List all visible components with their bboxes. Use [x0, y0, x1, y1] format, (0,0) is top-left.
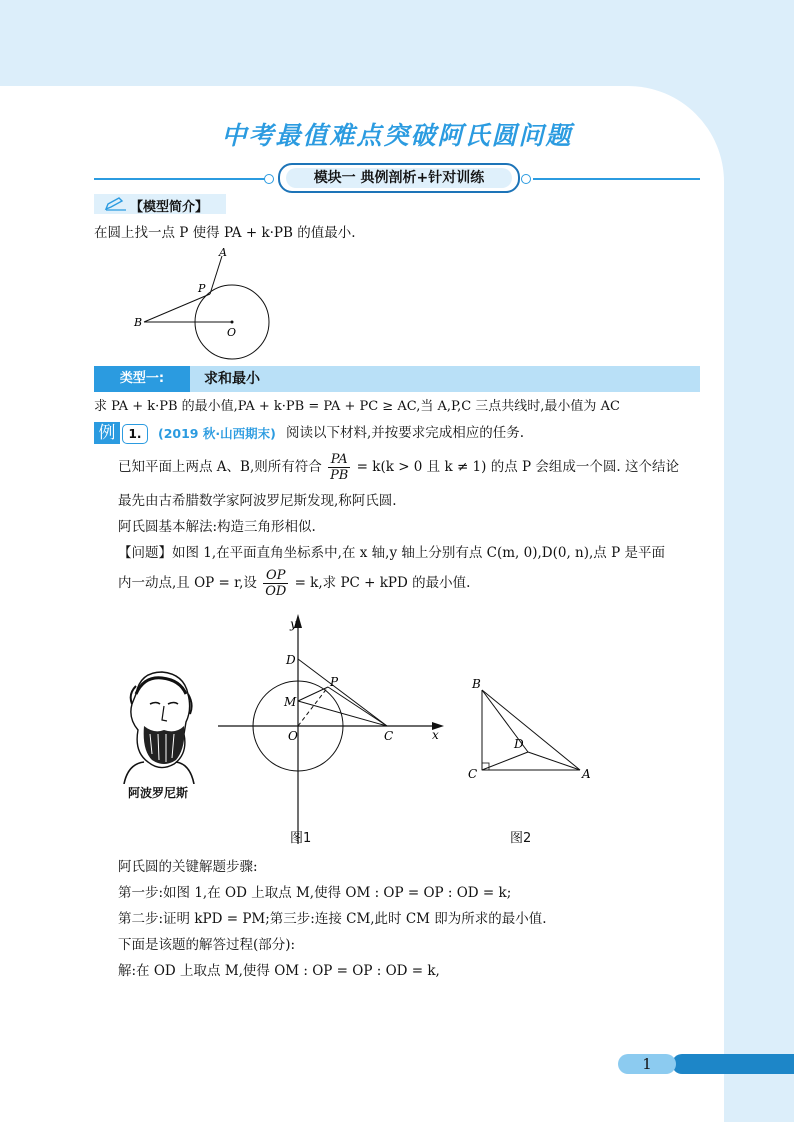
fraction-numerator: PA: [328, 452, 350, 468]
para1-line2: 最先由古希腊数学家阿波罗尼斯发现,称阿氏圆.: [118, 493, 397, 509]
fraction-denominator: PB: [330, 468, 349, 483]
step-1: 第一步:如图 1,在 OD 上取点 M,使得 OM : OP = OP : OD = k;: [118, 885, 512, 901]
fig1-label-x: x: [432, 728, 439, 742]
top-band: [0, 0, 794, 86]
fraction-denominator: OD: [265, 584, 287, 599]
steps-title: 阿氏圆的关键解题步骤:: [118, 859, 258, 875]
para1-pre: 已知平面上两点 A、B,则所有符合: [118, 459, 322, 475]
fraction-numerator: OP: [263, 568, 288, 584]
page-number: 1: [642, 1055, 652, 1073]
figure-2-caption: 图2: [510, 831, 532, 846]
label-p: P: [198, 282, 206, 295]
step-2: 第二步:证明 kPD = PM;第三步:连接 CM,此时 CM 即为所求的最小值.: [118, 911, 547, 927]
example-source: (2019 秋·山西期末): [158, 426, 276, 441]
fig1-label-c: C: [384, 729, 394, 743]
page-title: 中考最值难点突破阿氏圆问题: [221, 121, 573, 150]
fig1-label-d: D: [286, 653, 296, 667]
solution-intro: 下面是该题的解答过程(部分):: [118, 937, 296, 953]
para1: [118, 450, 679, 484]
fig2-label-d: D: [514, 737, 524, 751]
portrait-image: [114, 664, 204, 784]
figure-1-caption: 图1: [290, 831, 312, 846]
type-label: 类型一:: [94, 366, 190, 392]
figure-2: [462, 672, 602, 792]
figure-1: [214, 612, 454, 852]
para2: 阿氏圆基本解法:构造三角形相似.: [118, 519, 316, 535]
page-number-bar: [672, 1054, 794, 1074]
fig1-label-y: y: [290, 617, 297, 631]
module-line-knob-right: [521, 174, 531, 184]
pencil-icon: [104, 196, 128, 212]
type-description: 求 PA + k·PB 的最小值,PA + k·PB = PA + PC ≥ AC,当 A,P,C 三点共线时,最小值为 AC: [94, 399, 620, 414]
intro-line: 在圆上找一点 P 使得 PA + k·PB 的值最小.: [94, 225, 356, 241]
fraction-op-od: [263, 568, 288, 599]
module-banner-text: 模块一 典例剖析+针对训练: [286, 168, 512, 188]
fig2-label-a: A: [582, 767, 591, 781]
label-o: O: [227, 326, 237, 339]
model-intro-label: 【模型简介】: [130, 200, 209, 215]
fig2-label-c: C: [468, 767, 478, 781]
figure-circle-model: [130, 244, 280, 362]
example-lead: 阅读以下材料,并按要求完成相应的任务.: [286, 425, 525, 441]
example-number: 1.: [122, 424, 148, 444]
label-b: B: [134, 316, 143, 329]
module-line-right: [533, 178, 700, 180]
problem-line2: [118, 566, 470, 600]
problem-line2-pre: 内一动点,且 OP = r,设: [118, 575, 257, 591]
problem-line1: 【问题】如图 1,在平面直角坐标系中,在 x 轴,y 轴上分别有点 C(m, 0),D(0, n),点 P 是平面: [118, 545, 665, 561]
label-a: A: [219, 246, 227, 259]
example-marker: 例: [94, 422, 120, 444]
fig1-label-m: M: [284, 695, 297, 709]
fig1-label-p: P: [330, 675, 339, 689]
type-title: 求和最小: [204, 371, 260, 387]
fig1-label-o: O: [288, 729, 298, 743]
fraction-pa-pb: [328, 452, 350, 483]
solution-line: 解:在 OD 上取点 M,使得 OM : OP = OP : OD = k,: [118, 963, 440, 979]
module-banner: [278, 163, 520, 193]
portrait-caption: 阿波罗尼斯: [128, 786, 189, 800]
module-line-left: [94, 178, 266, 180]
problem-line2-post: = k,求 PC + kPD 的最小值.: [294, 575, 471, 591]
para1-post: = k(k > 0 且 k ≠ 1) 的点 P 会组成一个圆. 这个结论: [356, 459, 679, 475]
fig2-label-b: B: [472, 677, 481, 691]
module-line-knob-left: [264, 174, 274, 184]
